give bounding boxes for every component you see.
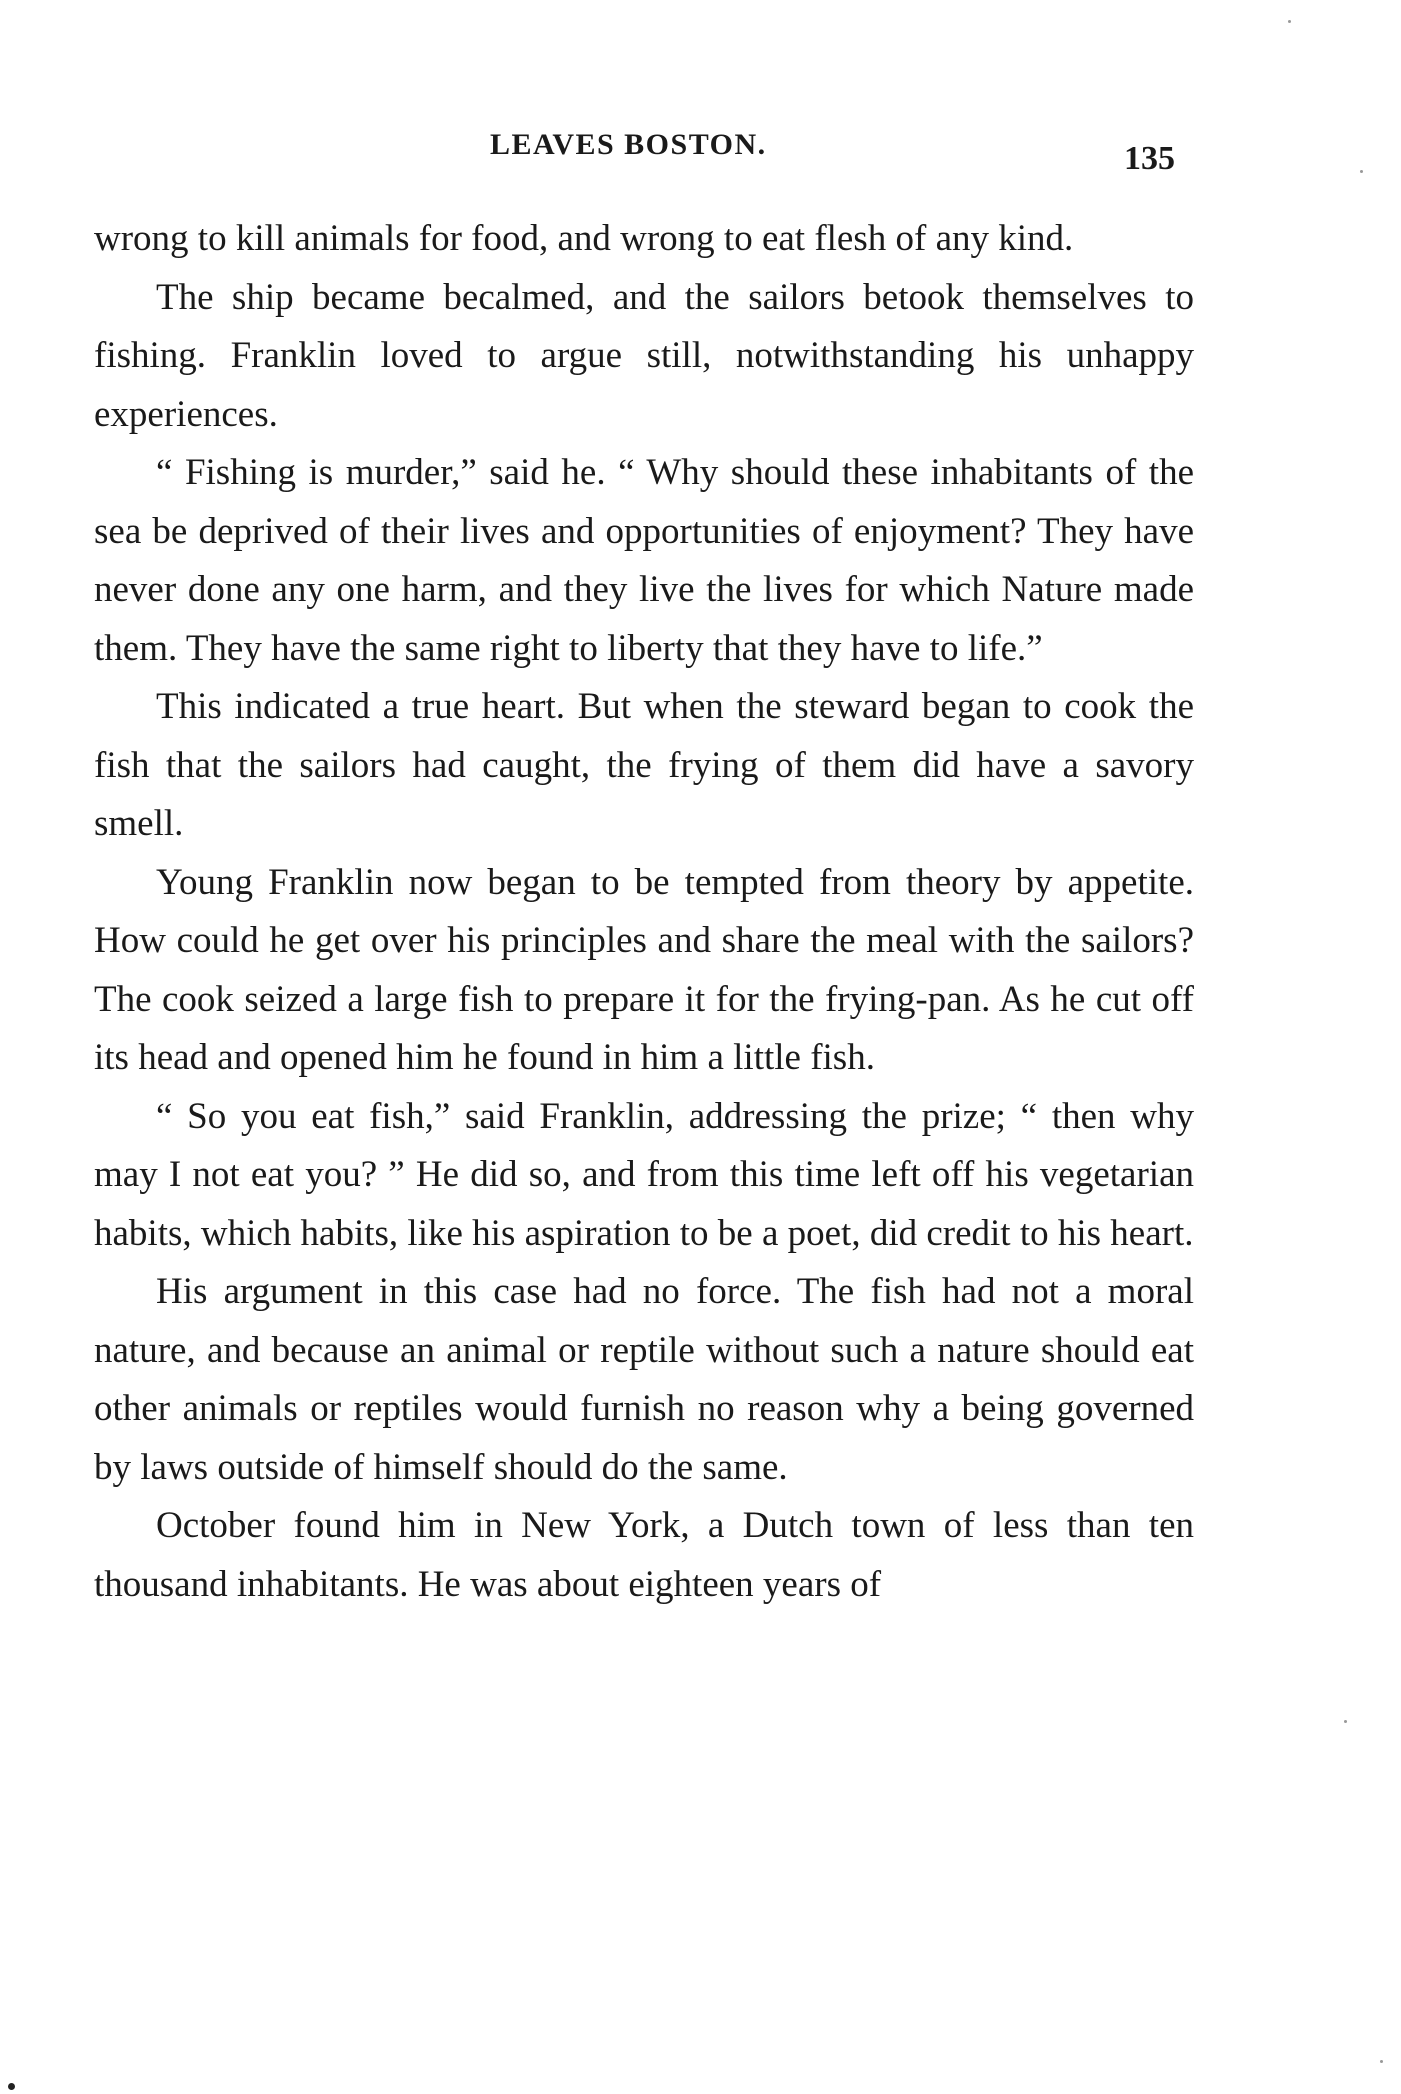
paragraph: The ship became becalmed, and the sailors betook themselves to fishing. Franklin loved to argue still, notwithstanding his unhappy experiences. [94,276,1194,435]
paragraph: “ Fishing is murder,” said he. “ Why should these inhabitants of the sea be deprived of their lives and opportunities of enjoyment? They have never done any one harm, and they live the lives for which Nature made them. They have the same right to liberty that they have to life.” [94,452,1194,669]
paragraph: Young Franklin now began to be tempted from theory by appetite. How could he get over his principles and share the meal with the sailors? The cook seized a large fish to prepare it for the frying-pan. As he cut off its head and opened him he found in him a little fish. [94,861,1194,1078]
paragraph: This indicated a true heart. But when the steward began to cook the fish that the sailors had caught, the frying of them did have a savory smell. [94,686,1194,844]
scan-speck [1288,20,1291,23]
scan-speck [1380,2060,1383,2063]
scan-speck [1344,1720,1347,1723]
ink-dot [8,2083,15,2090]
paragraph: “ So you eat fish,” said Franklin, addressing the prize; “ then why may I not eat you? ” He did so, and from this time left off his vegetarian habits, which habits, like his aspiration to be a poet, did credit to his heart. [94,1095,1194,1254]
page-number: 135 [1124,140,1175,177]
paragraph: wrong to kill animals for food, and wrong to eat flesh of any kind. [94,218,1074,259]
running-head: LEAVES BOSTON. [490,128,767,161]
page-header [0,128,1401,188]
body-text [94,210,1194,1614]
paragraph: October found him in New York, a Dutch town of less than ten thousand inhabitants. He was about eighteen years of [94,1505,1194,1605]
scan-speck [1360,170,1363,173]
paragraph: His argument in this case had no force. The fish had not a moral nature, and because an animal or reptile without such a nature should eat other animals or reptiles would furnish no reason why a being governed by laws outside of himself should do the same. [94,1271,1194,1488]
